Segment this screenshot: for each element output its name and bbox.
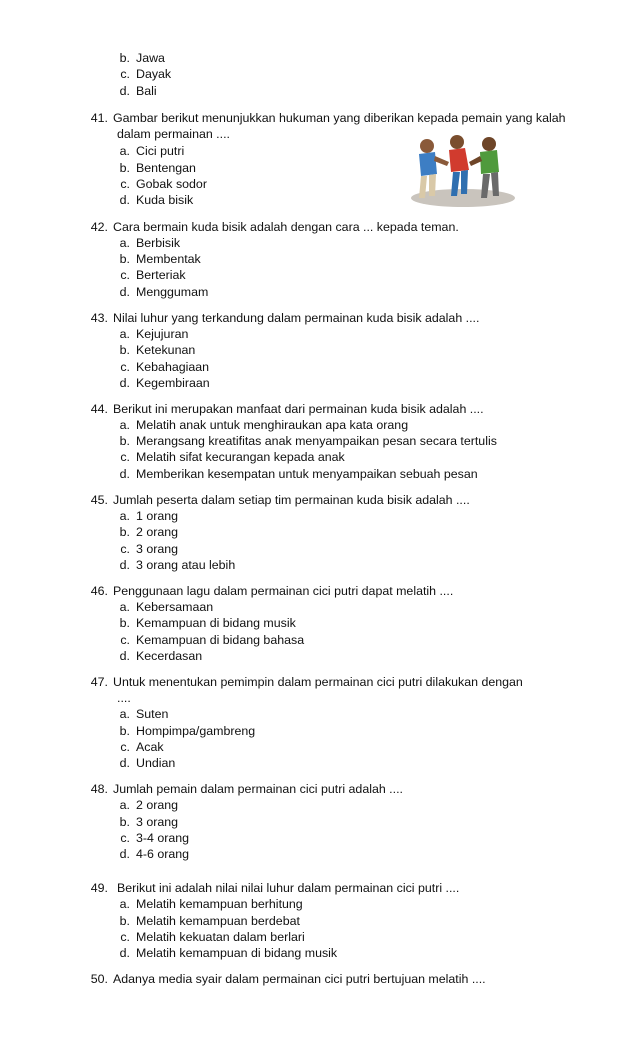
option-letter: b. bbox=[119, 161, 130, 175]
option-text: 3 orang bbox=[136, 815, 179, 829]
option-letter: c. bbox=[120, 542, 130, 556]
option-letter: d. bbox=[119, 193, 130, 207]
children-playing-illustration bbox=[405, 132, 515, 208]
option-text: Melatih kekuatan dalam berlari bbox=[136, 930, 305, 944]
option-letter: d. bbox=[119, 847, 130, 861]
question-number: 43. bbox=[90, 311, 108, 325]
question-number: 48. bbox=[90, 782, 108, 796]
question-text: .... bbox=[117, 691, 131, 705]
question-text: Adanya media syair dalam permainan cici putri bertujuan melatih .... bbox=[113, 972, 486, 986]
option-text: Kecerdasan bbox=[136, 649, 203, 663]
option-text: 4-6 orang bbox=[136, 847, 190, 861]
option-text: 2 orang bbox=[136, 798, 179, 812]
option-text: Merangsang kreatifitas anak menyampaikan pesan secara tertulis bbox=[136, 434, 497, 448]
option-text: Kebahagiaan bbox=[136, 360, 210, 374]
question-text: Untuk menentukan pemimpin dalam permainan cici putri dilakukan dengan bbox=[113, 675, 523, 689]
option-text: Acak bbox=[136, 740, 164, 754]
option-letter: c. bbox=[120, 633, 130, 647]
option-text: Hompimpa/gambreng bbox=[136, 724, 256, 738]
question-number: 46. bbox=[90, 584, 108, 598]
question-text: Nilai luhur yang terkandung dalam permainan kuda bisik adalah .... bbox=[113, 311, 480, 325]
question-number: 42. bbox=[90, 220, 108, 234]
option-text: Kebersamaan bbox=[136, 600, 214, 614]
option-text: Dayak bbox=[136, 67, 172, 81]
option-letter: b. bbox=[119, 724, 130, 738]
question-number: 41. bbox=[90, 111, 108, 125]
option-text: Kemampuan di bidang musik bbox=[136, 616, 296, 630]
option-text: Kuda bisik bbox=[136, 193, 194, 207]
option-text: Ketekunan bbox=[136, 343, 196, 357]
option-letter: a. bbox=[119, 600, 130, 614]
option-letter: c. bbox=[120, 360, 130, 374]
option-letter: b. bbox=[119, 51, 130, 65]
option-letter: c. bbox=[120, 67, 130, 81]
question-text: Jumlah pemain dalam permainan cici putri adalah .... bbox=[113, 782, 403, 796]
option-letter: d. bbox=[119, 467, 130, 481]
option-text: Melatih kemampuan berdebat bbox=[136, 914, 300, 928]
question-text: Penggunaan lagu dalam permainan cici putri dapat melatih .... bbox=[113, 584, 454, 598]
option-text: 3-4 orang bbox=[136, 831, 190, 845]
question-number: 47. bbox=[90, 675, 108, 689]
option-text: Melatih anak untuk menghiraukan apa kata orang bbox=[136, 418, 409, 432]
option-text: Kegembiraan bbox=[136, 376, 210, 390]
option-letter: b. bbox=[119, 914, 130, 928]
option-letter: c. bbox=[120, 740, 130, 754]
option-text: Memberikan kesempatan untuk menyampaikan sebuah pesan bbox=[136, 467, 478, 481]
option-letter: c. bbox=[120, 450, 130, 464]
option-letter: a. bbox=[119, 418, 130, 432]
option-letter: d. bbox=[119, 558, 130, 572]
option-letter: a. bbox=[119, 327, 130, 341]
option-letter: d. bbox=[119, 285, 130, 299]
option-letter: a. bbox=[119, 798, 130, 812]
option-letter: b. bbox=[119, 343, 130, 357]
question-number: 44. bbox=[90, 402, 108, 416]
option-letter: b. bbox=[119, 815, 130, 829]
option-text: Jawa bbox=[136, 51, 165, 65]
option-letter: c. bbox=[120, 831, 130, 845]
option-text: 1 orang bbox=[136, 509, 179, 523]
option-letter: a. bbox=[119, 509, 130, 523]
option-text: 2 orang bbox=[136, 525, 179, 539]
question-text: dalam permainan .... bbox=[117, 127, 230, 141]
option-letter: d. bbox=[119, 946, 130, 960]
option-letter: a. bbox=[119, 236, 130, 250]
option-text: Menggumam bbox=[136, 285, 209, 299]
option-text: Bali bbox=[136, 84, 157, 98]
option-text: Undian bbox=[136, 756, 176, 770]
option-text: Melatih kemampuan di bidang musik bbox=[136, 946, 338, 960]
option-text: Gobak sodor bbox=[136, 177, 207, 191]
option-letter: a. bbox=[119, 707, 130, 721]
question-text: Berikut ini adalah nilai nilai luhur dalam permainan cici putri .... bbox=[117, 881, 460, 895]
option-text: Kemampuan di bidang bahasa bbox=[136, 633, 305, 647]
option-text: 3 orang bbox=[136, 542, 179, 556]
option-letter: b. bbox=[119, 252, 130, 266]
option-letter: d. bbox=[119, 84, 130, 98]
option-text: 3 orang atau lebih bbox=[136, 558, 236, 572]
option-letter: d. bbox=[119, 649, 130, 663]
question-text: Gambar berikut menunjukkan hukuman yang diberikan kepada pemain yang kalah bbox=[113, 111, 566, 125]
option-letter: a. bbox=[119, 144, 130, 158]
question-text: Jumlah peserta dalam setiap tim permainan kuda bisik adalah .... bbox=[113, 493, 470, 507]
question-text: Berikut ini merupakan manfaat dari permainan kuda bisik adalah .... bbox=[113, 402, 484, 416]
option-text: Kejujuran bbox=[136, 327, 189, 341]
option-text: Suten bbox=[136, 707, 169, 721]
option-letter: b. bbox=[119, 525, 130, 539]
option-letter: b. bbox=[119, 434, 130, 448]
option-letter: d. bbox=[119, 376, 130, 390]
option-letter: c. bbox=[120, 268, 130, 282]
option-text: Membentak bbox=[136, 252, 201, 266]
question-number: 49. bbox=[90, 881, 108, 895]
option-text: Bentengan bbox=[136, 161, 196, 175]
option-letter: c. bbox=[120, 930, 130, 944]
option-text: Melatih sifat kecurangan kepada anak bbox=[136, 450, 345, 464]
option-letter: a. bbox=[119, 897, 130, 911]
option-text: Cici putri bbox=[136, 144, 185, 158]
question-number: 50. bbox=[90, 972, 108, 986]
option-text: Berteriak bbox=[136, 268, 186, 282]
question-text: Cara bermain kuda bisik adalah dengan cara ... kepada teman. bbox=[113, 220, 459, 234]
option-text: Melatih kemampuan berhitung bbox=[136, 897, 303, 911]
option-letter: b. bbox=[119, 616, 130, 630]
option-letter: d. bbox=[119, 756, 130, 770]
option-text: Berbisik bbox=[136, 236, 181, 250]
question-number: 45. bbox=[90, 493, 108, 507]
option-letter: c. bbox=[120, 177, 130, 191]
